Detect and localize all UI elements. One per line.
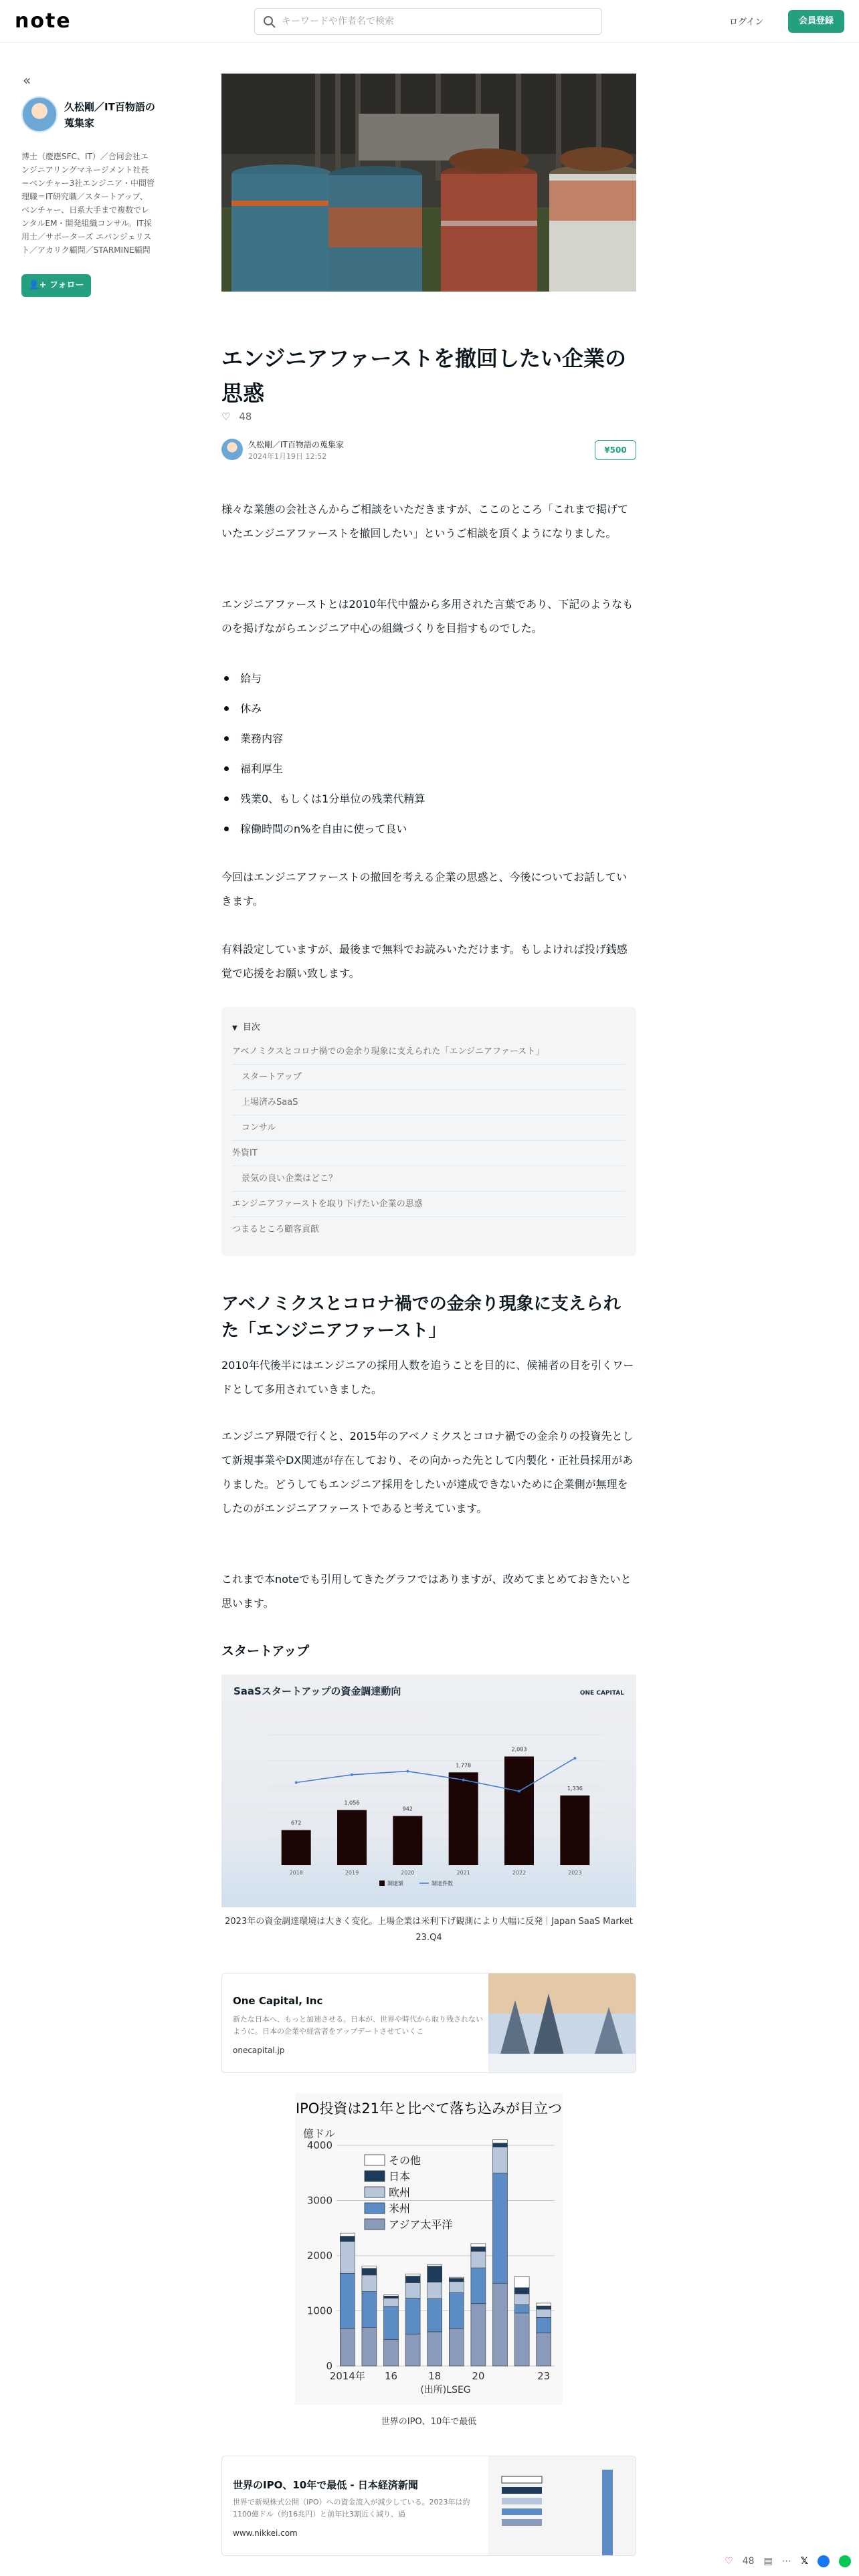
stacked-bar-segment — [427, 2264, 442, 2266]
stacked-bar-segment — [493, 2283, 508, 2366]
link-card-url: www.nikkei.com — [233, 2529, 298, 2538]
stacked-bar-segment — [340, 2233, 355, 2236]
heart-icon[interactable]: ♡ — [725, 2556, 733, 2567]
signup-button[interactable]: 会員登録 — [788, 10, 844, 33]
x-tick-label: 20 — [472, 2370, 485, 2382]
legend-label: 欧州 — [389, 2186, 411, 2199]
stacked-bar-segment — [427, 2332, 442, 2366]
stacked-bar-segment — [537, 2333, 551, 2367]
stacked-bar-segment — [471, 2304, 486, 2366]
paragraph-background: 2010年代後半にはエンジニアの採用人数を追うことを目的に、候補者の目を引くワードとして多用されていきました。 — [221, 1359, 634, 1396]
article-title: エンジニアファーストを撤回したい企業の思惑 — [221, 346, 626, 406]
stacked-bar-segment — [340, 2329, 355, 2366]
section-heading: アベノミクスとコロナ禍での金余り現象に支えられた「エンジニアファースト」 — [221, 1294, 621, 1341]
x-tick-label: 2021 — [456, 1870, 470, 1876]
legend-swatch — [365, 2219, 385, 2230]
link-card[interactable] — [221, 2456, 636, 2556]
line-point — [351, 1774, 353, 1776]
y-tick-label: 4000 — [306, 2139, 332, 2151]
stacked-bar-segment — [405, 2282, 420, 2298]
stacked-bar-segment — [340, 2236, 355, 2241]
line-point — [295, 1782, 298, 1784]
stacked-bar-segment — [449, 2278, 464, 2282]
toc-item[interactable]: アベノミクスとコロナ禍での金余り現象に支えられた「エンジニアファースト」 — [232, 1039, 626, 1065]
stacked-bar-segment — [471, 2247, 486, 2252]
toc-heading[interactable]: ▼ 目次 — [232, 1023, 260, 1033]
stacked-bar-segment — [493, 2173, 508, 2283]
stacked-bar-segment — [537, 2309, 551, 2317]
stacked-bar-segment — [405, 2334, 420, 2366]
hero-image — [221, 74, 636, 292]
y-tick-label: 3000 — [306, 2194, 332, 2207]
like-count[interactable] — [221, 411, 252, 423]
saas-chart-svg — [221, 1675, 636, 1907]
heart-icon[interactable]: ♡ — [221, 411, 231, 423]
data-label: 672 — [291, 1820, 302, 1826]
snowy-forest-thumbnail — [488, 1973, 636, 2073]
line-share-icon[interactable] — [839, 2555, 851, 2567]
chart-title: SaaSスタートアップの資金調達動向 — [233, 1685, 401, 1697]
likes-value: 48 — [239, 411, 252, 423]
image-caption: 世界のIPO、10年で最低 — [381, 2417, 477, 2427]
search-icon — [263, 15, 276, 29]
list-item: 福利厚生 — [221, 754, 636, 784]
stacked-bar-segment — [427, 2266, 442, 2282]
stacked-bar-segment — [362, 2292, 377, 2328]
link-card-title: 世界のIPO、10年で最低 - 日本経済新聞 — [233, 2479, 418, 2491]
paragraph-purpose: 今回はエンジニアファーストの撤回を考える企業の思惑と、今後についてお話していきます。 — [221, 871, 628, 907]
barrels-photo — [221, 74, 636, 292]
stacked-bar-segment — [384, 2306, 399, 2340]
stacked-bar-segment — [384, 2339, 399, 2366]
subsection-heading: スタートアップ — [221, 1644, 310, 1658]
note-logo[interactable]: note — [15, 9, 72, 33]
stacked-bar-segment — [471, 2251, 486, 2268]
creator-name[interactable]: 久松剛／IT百物語の蒐集家 — [64, 101, 155, 129]
stacked-bar-segment — [514, 2304, 529, 2313]
toc-item[interactable]: コンサル — [232, 1115, 626, 1141]
stacked-bar-segment — [493, 2140, 508, 2143]
bar — [282, 1830, 311, 1865]
legend-label: 調達件数 — [432, 1881, 453, 1887]
stacked-bar-segment — [405, 2274, 420, 2276]
stacked-bar-segment — [340, 2273, 355, 2329]
line-point — [573, 1757, 576, 1759]
paragraph-paywall-note: 有料設定していますが、最後まで無料でお読みいただけます。もしよければ投げ銭感覚で応援をお願い致します。 — [221, 943, 628, 980]
stacked-bar-segment — [493, 2143, 508, 2147]
stacked-bar-segment — [427, 2282, 442, 2299]
image-caption: 2023年の資金調達環境は大きく変化。上場企業は米利下げ観測により大幅に反発｜Japan SaaS Market 23.Q4 — [225, 1917, 633, 1943]
link-card-url: onecapital.jp — [233, 2046, 285, 2055]
legend-label: 米州 — [389, 2202, 411, 2215]
ipo-chart — [295, 2093, 563, 2405]
list-item: 残業0、もしくは1分単位の残業代精算 — [221, 784, 636, 814]
x-tick-label: 16 — [384, 2370, 398, 2382]
table-of-contents — [221, 1007, 636, 1256]
list-item: 稼働時間のn%を自由に使って良い — [221, 814, 636, 844]
bar — [337, 1810, 367, 1865]
data-label: 2,083 — [511, 1746, 527, 1753]
paragraph-graph-intro: これまで本noteでも引用してきたグラフではありますが、改めてまとめておきたいと思います。 — [221, 1573, 632, 1610]
list-item: 休み — [221, 693, 636, 724]
toc-item[interactable]: 上場済みSaaS — [232, 1090, 626, 1115]
stacked-bar-segment — [514, 2313, 529, 2366]
x-tick-label: 2014年 — [329, 2370, 365, 2382]
legend-label: 調達額 — [387, 1881, 403, 1887]
toc-item[interactable]: 景気の良い企業はどこ？ — [232, 1166, 626, 1192]
magazine-icon[interactable]: ▤ — [763, 2556, 773, 2567]
stacked-bar-segment — [449, 2277, 464, 2278]
follow-button[interactable] — [21, 274, 91, 297]
bar — [560, 1796, 589, 1865]
legend-swatch — [365, 2187, 385, 2197]
legend-label: 日本 — [389, 2170, 411, 2183]
author-name[interactable]: 久松剛／IT百物語の蒐集家 — [248, 440, 344, 449]
author-row — [221, 437, 636, 464]
login-link[interactable]: ログイン — [729, 17, 764, 27]
data-label: 942 — [402, 1806, 413, 1812]
stacked-bar-segment — [427, 2298, 442, 2332]
list-item: 業務内容 — [221, 724, 636, 754]
legend-label: アジア太平洋 — [389, 2218, 453, 2231]
data-label: 1,778 — [456, 1762, 472, 1769]
price-button[interactable]: ¥500 — [595, 440, 636, 460]
ipo-chart-thumbnail — [488, 2456, 636, 2556]
stacked-bar-segment — [405, 2298, 420, 2335]
bar — [393, 1816, 422, 1865]
paragraph-intro: 様々な業態の会社さんからご相談をいただきますが、ここのところ「これまで掲げていたエンジニアファーストを撤回したい」というご相談を頂くようになりました。 — [221, 503, 629, 540]
link-card[interactable] — [221, 1973, 636, 2073]
y-axis-label: 億ドル — [303, 2127, 336, 2140]
y-tick-label: 2000 — [306, 2250, 332, 2262]
line-point — [462, 1779, 465, 1782]
x-tick-label: 2022 — [512, 1870, 527, 1876]
caret-down-icon: ▼ — [232, 1025, 237, 1032]
x-tick-label: 23 — [537, 2370, 551, 2382]
toc-item[interactable]: スタートアップ — [232, 1065, 626, 1090]
legend-swatch — [365, 2155, 385, 2165]
y-tick-label: 0 — [326, 2360, 332, 2372]
stacked-bar-segment — [405, 2276, 420, 2283]
more-icon[interactable]: ⋯ — [781, 2556, 791, 2567]
author-avatar[interactable] — [221, 439, 243, 460]
stacked-bar-segment — [514, 2294, 529, 2305]
search-input[interactable] — [282, 13, 589, 30]
creator-bio: 博士（慶應SFC、IT）／合同会社エンジニアリングマネージメント社長＝ベンチャー3社エンジニア・中間管理職＝IT研究職／スタートアップ、ベンチャー、日系大手まで複数でレンタルEM・開発組織コンサル。IT採用士／サポーターズ エバンジェリスト／アカリク顧問／STARMINE顧問 — [21, 152, 155, 255]
stacked-bar-segment — [362, 2327, 377, 2366]
stacked-bar-segment — [471, 2268, 486, 2304]
legend-swatch — [365, 2203, 385, 2214]
facebook-share-icon[interactable] — [818, 2555, 830, 2567]
follow-label: フォロー — [50, 280, 84, 290]
toc-item[interactable]: 外資IT — [232, 1141, 626, 1166]
list-item: 給与 — [221, 663, 636, 693]
data-label: 1,056 — [344, 1800, 360, 1806]
brand-logo: ONE CAPITAL — [579, 1690, 624, 1697]
paragraph-definition: エンジニアファーストとは2010年代中盤から多用された言葉であり、下記のようなものを掲げながらエンジニア中心の組織づくりを目指すものでした。 — [221, 598, 634, 635]
toc-item[interactable]: エンジニアファーストを取り下げたい企業の思惑 — [232, 1192, 626, 1217]
stacked-bar-segment — [537, 2303, 551, 2306]
bar — [449, 1772, 478, 1865]
x-tick-label: 18 — [428, 2370, 442, 2382]
line-point — [518, 1790, 520, 1793]
collapse-icon[interactable]: « — [23, 72, 31, 88]
search-box[interactable] — [254, 8, 602, 35]
x-tick-label: 2023 — [568, 1870, 582, 1876]
stacked-bar-segment — [340, 2242, 355, 2274]
post-date: 2024年1月19日 12:52 — [248, 452, 327, 461]
stacked-bar-segment — [537, 2306, 551, 2309]
y-tick-label: 1000 — [306, 2304, 332, 2317]
x-tick-label: 2020 — [401, 1870, 415, 1876]
stacked-bar-segment — [362, 2266, 377, 2268]
stacked-bar-segment — [384, 2295, 399, 2296]
link-card-description: 世界で新規株式公開（IPO）への資金流入が減少している。2023年は約1100億ドル（約16兆円）と前年比3割近く減り、過 — [233, 2498, 470, 2518]
stacked-bar-segment — [537, 2317, 551, 2333]
paragraph-abenomics: エンジニア界隈で行くと、2015年のアベノミクスとコロナ禍での金余りの投資先として新規事業やDX関連が存在しており、その向かった先として内製化・正社員採用がありました。どうしてもエンジニア採用をしたいが達成できないために企業側が無理をしたのがエンジニアファーストであると考えています。 — [221, 1430, 634, 1515]
stacked-bar-segment — [493, 2147, 508, 2173]
stacked-bar-segment — [384, 2298, 399, 2306]
stacked-bar-segment — [514, 2276, 529, 2288]
stacked-bar-segment — [471, 2244, 486, 2247]
floating-action-bar — [725, 2551, 851, 2572]
x-tick-label: 2019 — [345, 1870, 359, 1876]
header — [0, 0, 859, 43]
stacked-bar-segment — [362, 2275, 377, 2292]
legend-swatch — [365, 2171, 385, 2181]
footer-like-count: 48 — [742, 2556, 755, 2567]
avatar[interactable] — [21, 96, 58, 132]
x-share-icon[interactable]: 𝕏 — [800, 2556, 808, 2567]
chart-title: IPO投資は21年と比べて落ち込みが目立つ — [295, 2101, 563, 2117]
stacked-bar-segment — [514, 2288, 529, 2294]
stacked-bar-segment — [449, 2282, 464, 2293]
data-label: 1,336 — [567, 1785, 583, 1792]
stacked-bar-segment — [362, 2268, 377, 2275]
stacked-bar-segment — [449, 2329, 464, 2366]
stacked-bar-segment — [449, 2292, 464, 2329]
stacked-bar-segment — [384, 2296, 399, 2298]
legend-label: その他 — [389, 2154, 421, 2167]
bullet-list — [221, 663, 636, 844]
saas-funding-chart — [221, 1675, 636, 1907]
user-plus-icon: 👤+ — [28, 280, 47, 290]
link-card-description: 新たな日本へ、もっと加速させる。日本が、世界や時代から取り残されないように。日本の企業や経営者をアップデートさせていくこ — [233, 2015, 483, 2036]
line-point — [406, 1770, 409, 1773]
bar — [504, 1757, 534, 1865]
x-tick-label: 2018 — [289, 1870, 303, 1876]
ipo-chart-svg — [295, 2093, 563, 2405]
toc-item[interactable]: つまるところ顧客貢献 — [232, 1224, 320, 1235]
legend-swatch — [379, 1881, 385, 1886]
x-axis-label: (出所)LSEG — [420, 2385, 471, 2395]
link-card-title: One Capital, Inc — [233, 1995, 323, 2007]
